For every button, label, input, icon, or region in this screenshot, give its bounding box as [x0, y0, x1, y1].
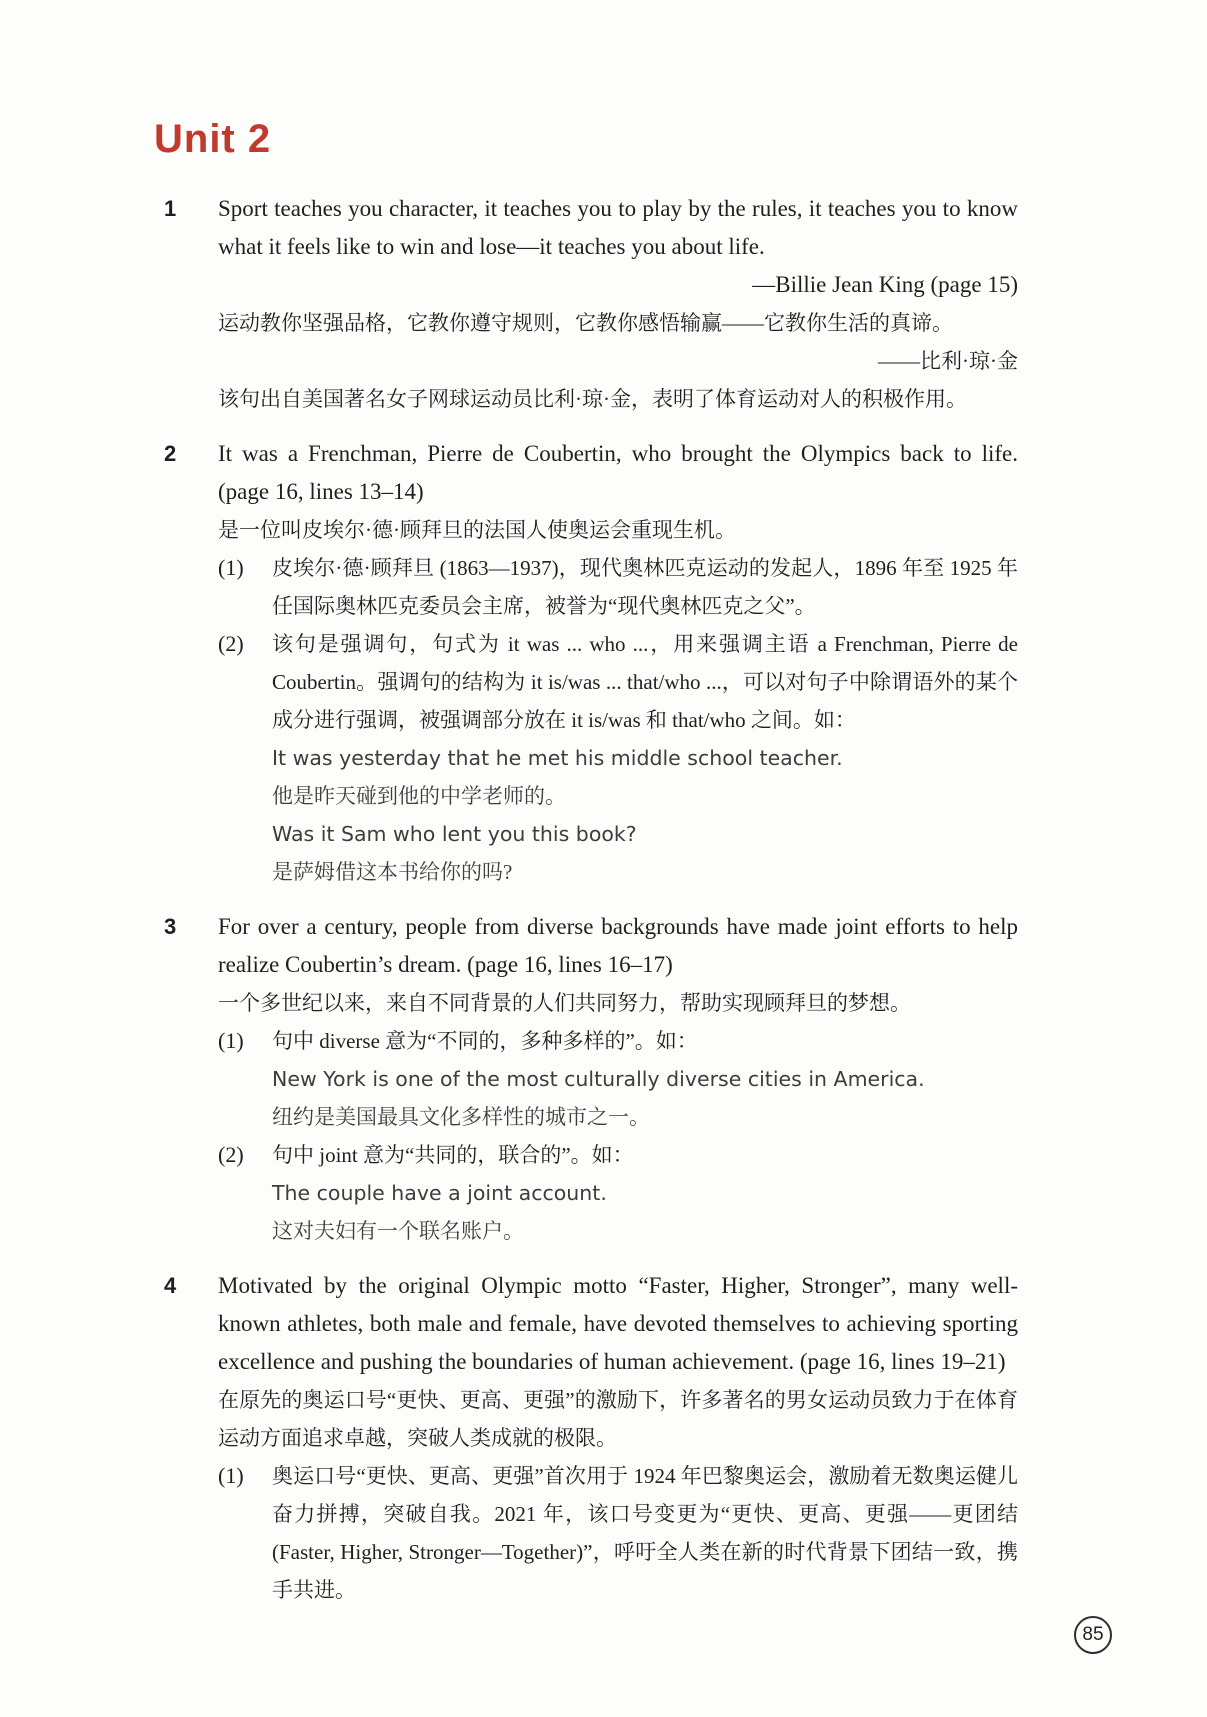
- attribution-english: —Billie Jean King (page 15): [752, 272, 1018, 297]
- chinese-translation: 在原先的奥运口号“更快、更高、更强”的激励下，许多著名的男女运动员致力于在体育运动方面追求卓越，突破人类成就的极限。: [218, 1388, 1018, 1450]
- sub-item-1: [218, 1457, 1018, 1609]
- chinese-translation: 是一位叫皮埃尔·德·顾拜旦的法国人使奥运会重现生机。: [218, 518, 736, 542]
- exercise-item-4: [164, 1267, 1207, 1609]
- example-sentence-english: It was yesterday that he met his middle school teacher.: [272, 746, 843, 770]
- english-sentence: For over a century, people from diverse backgrounds have made joint efforts to help realize Coubertin’s dream. (page 16, lines 16–17): [218, 914, 1018, 977]
- item-number: 2: [164, 441, 177, 466]
- sub-item-2: [218, 1136, 1018, 1250]
- chinese-translation: 运动教你坚强品格，它教你遵守规则，它教你感悟输赢——它教你生活的真谛。: [218, 311, 953, 335]
- example-translation-chinese: 这对夫妇有一个联名账户。: [272, 1219, 524, 1243]
- explanation-text: 该句是强调句，句式为 it was ... who ...，用来强调主语 a Frenchman, Pierre de Coubertin。强调句的结构为 it is/was ... that/who ...，可以对句子中除谓语外的某个成分进行强调，被强调部分放在 it is/was 和 that/who 之间。如：: [272, 632, 1018, 732]
- sub-item-1: [218, 549, 1018, 625]
- page-number-text: 85: [1082, 1624, 1104, 1645]
- example-translation-chinese: 他是昨天碰到他的中学老师的。: [272, 784, 566, 808]
- item-number: 4: [164, 1273, 177, 1298]
- english-quote: Sport teaches you character, it teaches you to play by the rules, it teaches you to know what it feels like to win and lose—it teaches you about life.: [218, 196, 1018, 259]
- item-number: 1: [164, 196, 177, 221]
- explanation-note: 该句出自美国著名女子网球运动员比利·琼·金，表明了体育运动对人的积极作用。: [218, 387, 967, 411]
- sub-item-marker: (1): [218, 555, 244, 580]
- sub-item-marker: (1): [218, 1028, 244, 1053]
- explanation-text: 奥运口号“更快、更高、更强”首次用于 1924 年巴黎奥运会，激励着无数奥运健儿奋力拼搏，突破自我。2021 年，该口号变更为“更快、更高、更强——更团结 (Faster, Higher, Stronger—Together)”，呼吁全人类在新的时代背景下团结一致，携手共进。: [272, 1464, 1018, 1602]
- example-sentence-english: Was it Sam who lent you this book?: [272, 822, 637, 846]
- chinese-translation: 一个多世纪以来，来自不同背景的人们共同努力，帮助实现顾拜旦的梦想。: [218, 991, 911, 1015]
- explanation-text: 句中 diverse 意为“不同的，多种多样的”。如：: [272, 1029, 698, 1053]
- sub-item-1: [218, 1022, 1018, 1136]
- exercise-item-3: [164, 908, 1207, 1250]
- example-sentence-english: The couple have a joint account.: [272, 1181, 607, 1205]
- exercise-item-2: [164, 435, 1207, 891]
- example-translation-chinese: 是萨姆借这本书给你的吗?: [272, 860, 513, 884]
- example-translation-chinese: 纽约是美国最具文化多样性的城市之一。: [272, 1105, 650, 1129]
- sub-item-marker: (2): [218, 631, 244, 656]
- english-sentence: Motivated by the original Olympic motto “Faster, Higher, Stronger”, many well-known athletes, both male and female, have devoted themselves to achieving sporting excellence and pushing the boundaries of human achievement. (page 16, lines 19–21): [218, 1273, 1018, 1374]
- sub-item-2: [218, 625, 1018, 891]
- example-sentence-english: New York is one of the most culturally diverse cities in America.: [272, 1067, 925, 1091]
- explanation-text: 皮埃尔·德·顾拜旦 (1863—1937)，现代奥林匹克运动的发起人，1896 年至 1925 年任国际奥林匹克委员会主席，被誉为“现代奥林匹克之父”。: [272, 556, 1018, 618]
- attribution-chinese: ——比利·琼·金: [878, 349, 1018, 373]
- item-number: 3: [164, 914, 177, 939]
- exercise-item-1: [164, 190, 1207, 418]
- sub-item-marker: (1): [218, 1463, 244, 1488]
- sub-item-marker: (2): [218, 1142, 244, 1167]
- page-number-badge: [1074, 1616, 1112, 1654]
- explanation-text: 句中 joint 意为“共同的，联合的”。如：: [272, 1143, 634, 1167]
- unit-title: Unit 2: [154, 117, 272, 161]
- english-sentence: It was a Frenchman, Pierre de Coubertin, who brought the Olympics back to life. (page 16, lines 13–14): [218, 441, 1018, 504]
